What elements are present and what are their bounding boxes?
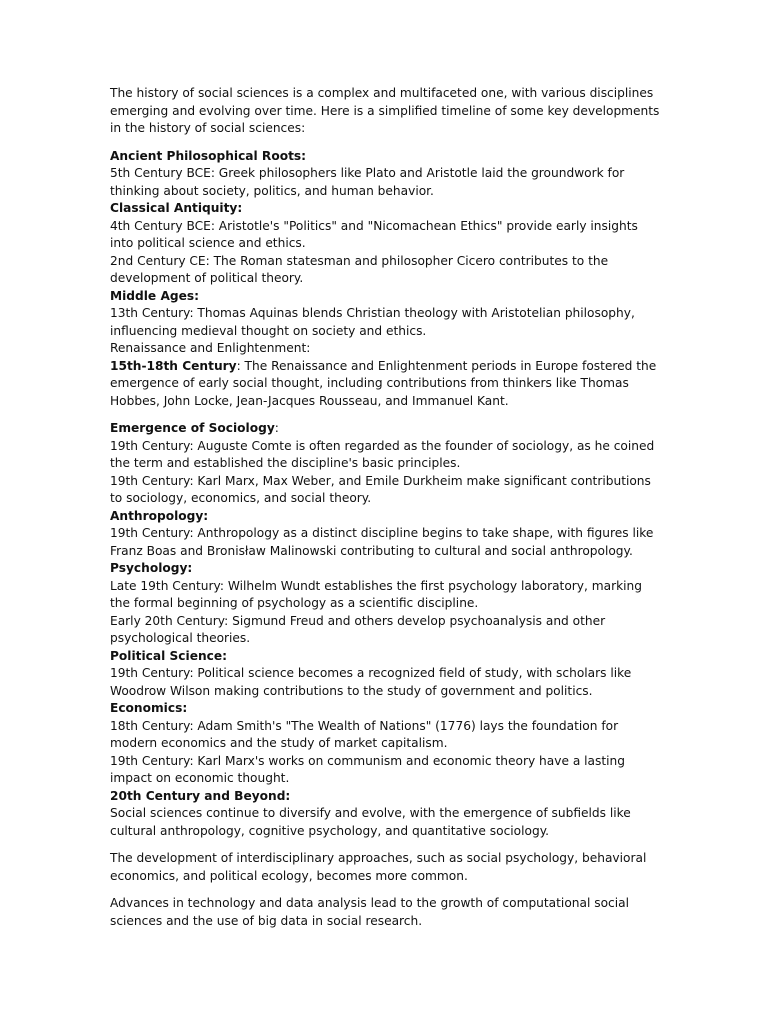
section-heading-political-science: Political Science: <box>110 648 228 663</box>
timeline-entry-text: : The Renaissance and Enlightenment periods in Europe fostered the emergence of early social thought, including contributions from thinkers like Thomas Hobbes, John Locke, Jean-Jacques Rousseau, and Immanuel Kant. <box>110 358 657 408</box>
closing-paragraph: Advances in technology and data analysis lead to the growth of computational social sciences and the use of big data in social research. <box>110 896 629 928</box>
section-heading-sociology-tail: : <box>274 421 279 435</box>
timeline-entry: 13th Century: Thomas Aquinas blends Christian theology with Aristotelian philosophy, influencing medieval thought on society and ethics. <box>110 306 635 338</box>
timeline-entry: 19th Century: Karl Marx's works on communism and economic theory have a lasting impact on economic thought. <box>110 753 625 785</box>
timeline-entry: 2nd Century CE: The Roman statesman and philosopher Cicero contributes to the development of political theory. <box>110 253 609 285</box>
timeline-entry: 18th Century: Adam Smith's "The Wealth of Nations" (1776) lays the foundation for modern economics and the study of market capitalism. <box>110 718 619 750</box>
timeline-entry-renaissance <box>110 358 662 411</box>
section-heading-classical: Classical Antiquity: <box>110 201 243 215</box>
section-heading-renaissance: Renaissance and Enlightenment: <box>110 341 311 355</box>
timeline-entry: Early 20th Century: Sigmund Freud and others develop psychoanalysis and other psychological theories. <box>110 613 606 645</box>
timeline-entry: Late 19th Century: Wilhelm Wundt establishes the first psychology laboratory, marking the formal beginning of psychology as a scientific discipline. <box>110 578 643 610</box>
closing-paragraph: The development of interdisciplinary approaches, such as social psychology, behavioral economics, and political ecology, becomes more common. <box>110 851 647 883</box>
timeline-entry: Social sciences continue to diversify and evolve, with the emergence of subfields like cultural anthropology, cognitive psychology, and quantitative sociology. <box>110 806 631 838</box>
section-heading-economics: Economics: <box>110 701 188 715</box>
section-heading-middle-ages: Middle Ages: <box>110 288 199 303</box>
timeline-entry: 19th Century: Karl Marx, Max Weber, and Emile Durkheim make significant contributions to sociology, economics, and social theory. <box>110 473 651 505</box>
section-heading-sociology <box>110 420 662 438</box>
timeline-entry: 19th Century: Anthropology as a distinct discipline begins to take shape, with figures like Franz Boas and Bronisław Malinowski contributing to cultural and social anthropology. <box>110 526 654 558</box>
section-heading-sociology-bold: Emergence of Sociology <box>110 421 275 435</box>
timeline-entry: 4th Century BCE: Aristotle's "Politics" and "Nicomachean Ethics" provide early insights into political science and ethics. <box>110 218 638 250</box>
timeline-entry: 19th Century: Political science becomes a recognized field of study, with scholars like Woodrow Wilson making contributions to the study of government and politics. <box>110 666 632 698</box>
section-heading-psychology: Psychology: <box>110 561 193 575</box>
intro-paragraph: The history of social sciences is a complex and multifaceted one, with various disciplines emerging and evolving over time. Here is a simplified timeline of some key developments in the history of social sciences: <box>110 86 660 135</box>
timeline-entry-lead: 15th-18th Century <box>110 358 237 373</box>
document-body <box>110 85 662 930</box>
section-heading-anthropology: Anthropology: <box>110 508 209 523</box>
section-heading-modern: 20th Century and Beyond: <box>110 788 291 803</box>
timeline-entry: 5th Century BCE: Greek philosophers like Plato and Aristotle laid the groundwork for thinking about society, politics, and human behavior. <box>110 166 625 198</box>
section-heading-ancient: Ancient Philosophical Roots: <box>110 148 307 163</box>
timeline-entry: 19th Century: Auguste Comte is often regarded as the founder of sociology, as he coined the term and established the discipline's basic principles. <box>110 438 655 470</box>
